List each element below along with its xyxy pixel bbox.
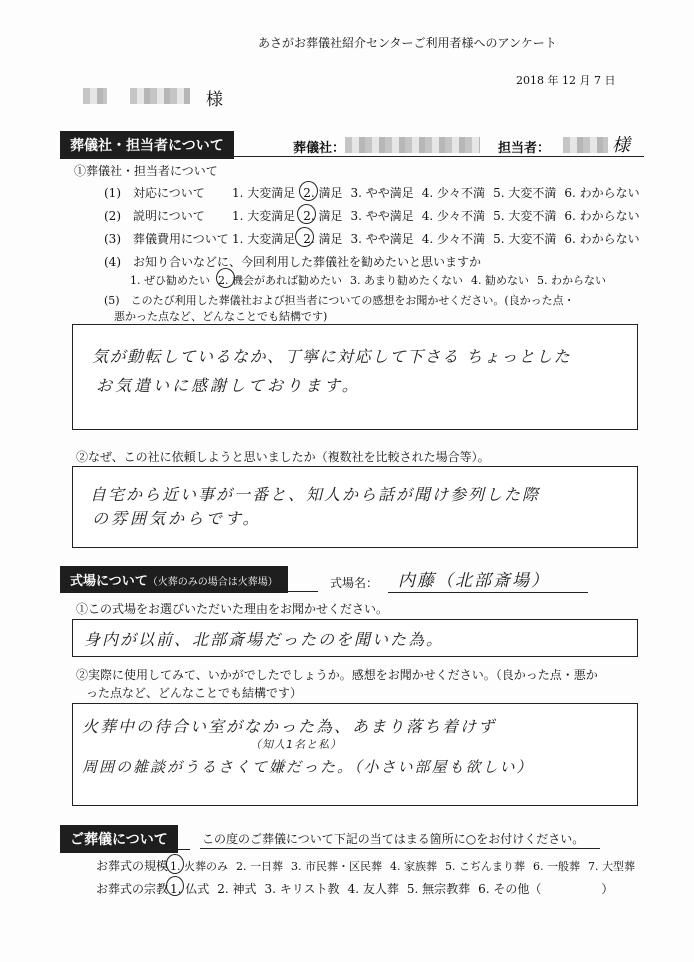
selection-circle [216, 268, 235, 288]
section-divider [60, 156, 644, 157]
religion-label: お葬式の宗教 [96, 882, 169, 896]
survey-title: あさがお葬儀社紹介センターご利用者様へのアンケート [258, 36, 557, 50]
section-divider [60, 849, 190, 850]
survey-date: 2018 年 12 月 7 日 [516, 74, 616, 87]
venue-q2-label-line1: ②実際に使用してみて、いかがでしたでしょうか。感想をお聞かせください。（良かった点・悪か [76, 668, 598, 682]
venue-q2-label-line2: った点など、どんなことでも結構です） [86, 686, 303, 700]
rating-label-response: (1) 対応について [104, 186, 205, 200]
selection-circle [295, 227, 314, 247]
venue-underline [388, 592, 588, 593]
selection-circle [297, 204, 316, 224]
venue-handwritten: 内藤（北部斎場） [398, 571, 550, 591]
q2-answer-line2: の雰囲気からです。 [92, 509, 262, 528]
rating-options-cost: 1. 大変満足 2. 満足 3. やや満足 4. 少々不満 5. 大変不満 6. わからない [232, 232, 640, 246]
redacted-company [345, 137, 480, 153]
rating-label-cost: (3) 葬儀費用について [104, 232, 229, 246]
rating-label-explanation: (2) 説明について [104, 209, 205, 223]
selection-circle [166, 876, 184, 896]
q2-answer-line1: 自宅から近い事が一番と、知人から話が聞け参列した際 [90, 485, 541, 504]
staff-handwritten-honorific: 様 [612, 135, 630, 156]
venue-label: 式場名： [330, 576, 379, 590]
venue-q1-answer: 身内が以前、北部斎場だったのを聞いた為。 [84, 630, 445, 649]
selection-circle [166, 854, 184, 874]
selection-circle [299, 181, 318, 201]
rating-options-response: 1. 大変満足 2. 満足 3. やや満足 4. 少々不満 5. 大変不満 6. わからない [232, 186, 640, 200]
q5-label-line1: (5) このたび利用した葬儀社および担当者についての感想をお聞かせください。(良かった点・ [104, 294, 575, 307]
venue-q1-label: ①この式場をお選びいただいた理由をお聞かせください。 [76, 602, 389, 616]
section-heading-venue: 式場について（火葬のみの場合は火葬場） [60, 566, 288, 593]
funeral-company-label: 葬儀社： [293, 141, 346, 156]
q1-heading: ①葬儀社・担当者について [74, 164, 218, 178]
instruction-underline [200, 848, 600, 849]
venue-q2-answer-note: （知人1名と私） [250, 738, 342, 751]
redacted-name-2 [130, 88, 190, 104]
q4-label: (4) お知り合いなどに、今回利用した葬儀社を勧めたいと思いますか [104, 255, 482, 269]
q5-answer-line2: お気遣いに感謝しております。 [96, 376, 361, 395]
scale-label: お葬式の規模 [96, 859, 169, 873]
redacted-name-1 [83, 88, 107, 104]
section-heading-funeral-company: 葬儀社・担当者について [60, 131, 234, 159]
scale-options: 1. 火葬のみ 2. 一日葬 3. 市民葬・区民葬 4. 家族葬 5. こぢんまり葬 6. 一般葬 7. 大型葬 [170, 860, 635, 873]
q2-label: ②なぜ、この社に依頼しようと思いましたか（複数社を比較された場合等）。 [76, 450, 490, 464]
q4-options: 1. ぜひ勧めたい 2. 機会があれば勧めたい 3. あまり勧めたくない 4. 勧めない 5. わからない [130, 274, 606, 287]
customer-honorific: 様 [206, 90, 223, 110]
redacted-staff [563, 137, 608, 153]
section-heading-funeral: ご葬儀について [60, 825, 178, 853]
q5-answer-line1: 気が動転しているなか、丁寧に対応して下さる ちょっとした [92, 347, 572, 366]
q5-label-line2: 悪かった点など、どんなことでも結構です) [114, 310, 328, 323]
staff-label: 担当者： [498, 141, 551, 156]
religion-options: 1. 仏式 2. 神式 3. キリスト教 4. 友人葬 5. 無宗教葬 6. その他（ ） [170, 882, 614, 896]
section-divider [60, 591, 318, 592]
venue-q2-answer-line2: 周囲の雑談がうるさくて嫌だった。（小さい部屋も欲しい） [82, 758, 534, 776]
venue-q2-answer-line1: 火葬中の待合い室がなかった為、あまり落ち着けず [82, 717, 497, 736]
rating-options-explanation: 1. 大変満足 2. 満足 3. やや満足 4. 少々不満 5. 大変不満 6. わからない [232, 209, 640, 223]
funeral-instruction: この度のご葬儀について下記の当てはまる箇所に○をお付けください。 [202, 832, 585, 846]
